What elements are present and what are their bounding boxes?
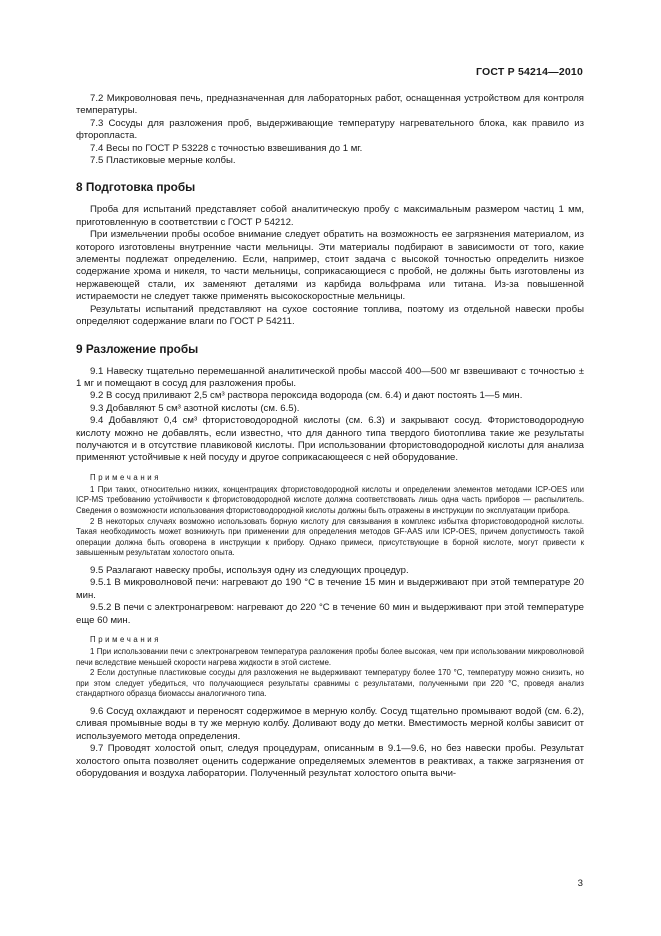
section-8-paragraph: Проба для испытаний представляет собой аналитическую пробу с максимальным размером частиц 1 мм, приготовленную в соответствии с ГОСТ Р 54212. — [76, 204, 584, 228]
clause-9-5-1: 9.5.1 В микроволновой печи: нагревают до 190 °С в течение 15 мин и выдерживают при этой температуре 20 мин. — [76, 577, 584, 601]
notes-heading: Примечания — [90, 472, 162, 482]
clause-9-7: 9.7 Проводят холостой опыт, следуя процедурам, описанным в 9.1—9.6, но без навески пробы. Результат холостого опыта позволяет оценить содержание определяемых элементов в реактивах, а также загрязнения от оборудования и воздуха лаборатории. Полученный результат холостого опыта вычи- — [76, 743, 584, 779]
notes-block-2 — [76, 635, 584, 700]
document-id-header: ГОСТ Р 54214—2010 — [475, 66, 583, 78]
section-8-paragraph: При измельчении пробы особое внимание следует обратить на возможность ее загрязнения материалом, из которого изготовлены внутренние части мельницы. Эти материалы подбирают в зависимости от того, какие элементы подлежат определению. Если, например, стоит задача с высокой точностью определить низкое содержание хрома и никеля, то части мельницы, соприкасающиеся с пробой, не должны быть изготовлены из нержавеющей стали, их заменяют деталями из карбида вольфрама или титана. Из-за повышенной истираемости не следует также применять высокоскоростные мельницы. — [76, 229, 584, 303]
clause-9-3: 9.3 Добавляют 5 см³ азотной кислоты (см. 6.5). — [90, 402, 300, 414]
clause-9-1: 9.1 Навеску тщательно перемешанной аналитической пробы массой 400—500 мг взвешивают с точностью ± 1 мг и помещают в сосуд для разложения пробы. — [76, 365, 584, 389]
clause-9-2: 9.2 В сосуд приливают 2,5 см³ раствора пероксида водорода (см. 6.4) и дают постоять 1—5 мин. — [90, 390, 523, 402]
notes-heading: Примечания — [90, 634, 162, 644]
note-item: 2 Если доступные пластиковые сосуды для разложения не выдерживают температуру более 170 °С, температуру можно снизить, но при этом следует убедиться, что получающиеся результаты сравнимы с результатами, полученными при 220 °С, проведя анализ стандартного образца биомассы аналогичного типа. — [76, 668, 584, 699]
note-item: 1 При использовании печи с электронагревом температура разложения пробы более высокая, чем при использовании микроволновой печи вследствие меньшей скорости нагрева жидкости в этой системе. — [76, 646, 584, 667]
clause-9-6: 9.6 Сосуд охлаждают и переносят содержимое в мерную колбу. Сосуд тщательно промывают водой (см. 6.2), сливая промывные воды в ту же мерную колбу. Доливают воду до метки. Вместимость мерной колбы зависит от используемого метода определения. — [76, 705, 584, 742]
page-number: 3 — [577, 878, 583, 889]
note-item: 1 При таких, относительно низких, концентрациях фтористоводородной кислоты и определении элементов методами ICP-OES или ICP-MS требованию устойчивости к фтористоводородной кислоте должна соответствовать лишь одна часть приборов — распылитель. Сведения о возможности использования фтористоводородной кислоты должны быть отражены в инструкции по эксплуатации прибора. — [76, 484, 584, 515]
clause-9-4: 9.4 Добавляют 0,4 см³ фтористоводородной кислоты (см. 6.3) и закрывают сосуд. Фтористоводородную кислоту можно не добавлять, если известно, что для данного типа твердого биотоплива такие же результаты получаются и в отсутствие плавиковой кислоты. При использовании фтористоводородной кислоты для анализа применяют устойчивые к ней посуду и другое соприкасающееся с ней оборудование. — [76, 415, 584, 464]
section-8-heading: 8 Подготовка пробы — [76, 180, 196, 195]
clause-9-5: 9.5 Разлагают навеску пробы, используя одну из следующих процедур. — [90, 564, 409, 576]
clause-7-2: 7.2 Микроволновая печь, предназначенная для лабораторных работ, оснащенная устройством для контроля температуры. — [76, 93, 584, 117]
notes-block-1 — [76, 473, 584, 559]
document-body — [76, 93, 584, 780]
clause-7-5: 7.5 Пластиковые мерные колбы. — [90, 155, 236, 167]
section-8-paragraph: Результаты испытаний представляют на сухое состояние топлива, поэтому из отдельной навески пробы определяют содержание влаги по ГОСТ Р 54211. — [76, 303, 584, 328]
section-9-heading: 9 Разложение пробы — [76, 341, 199, 356]
clause-9-5-2: 9.5.2 В печи с электронагревом: нагревают до 220 °С в течение 60 мин и выдерживают при этой температуре еще 60 мин. — [76, 602, 584, 626]
clause-7-3: 7.3 Сосуды для разложения проб, выдерживающие температуру нагревательного блока, как правило из фторопласта. — [76, 117, 584, 142]
note-item: 2 В некоторых случаях возможно использовать борную кислоту для связывания в комплекс избытка фтористоводородной кислоты. Такая необходимость может возникнуть при применении для определения методов GF-AAS или ICP-OES, причем допустимость такой операции должна быть оговорена в инструкции к прибору. Однако примеси, присутствующие в борной кислоте, могут привести к завышенным результатам холостого опыта. — [76, 516, 584, 558]
clause-7-4: 7.4 Весы по ГОСТ Р 53228 с точностью взвешивания до 1 мг. — [90, 142, 363, 154]
